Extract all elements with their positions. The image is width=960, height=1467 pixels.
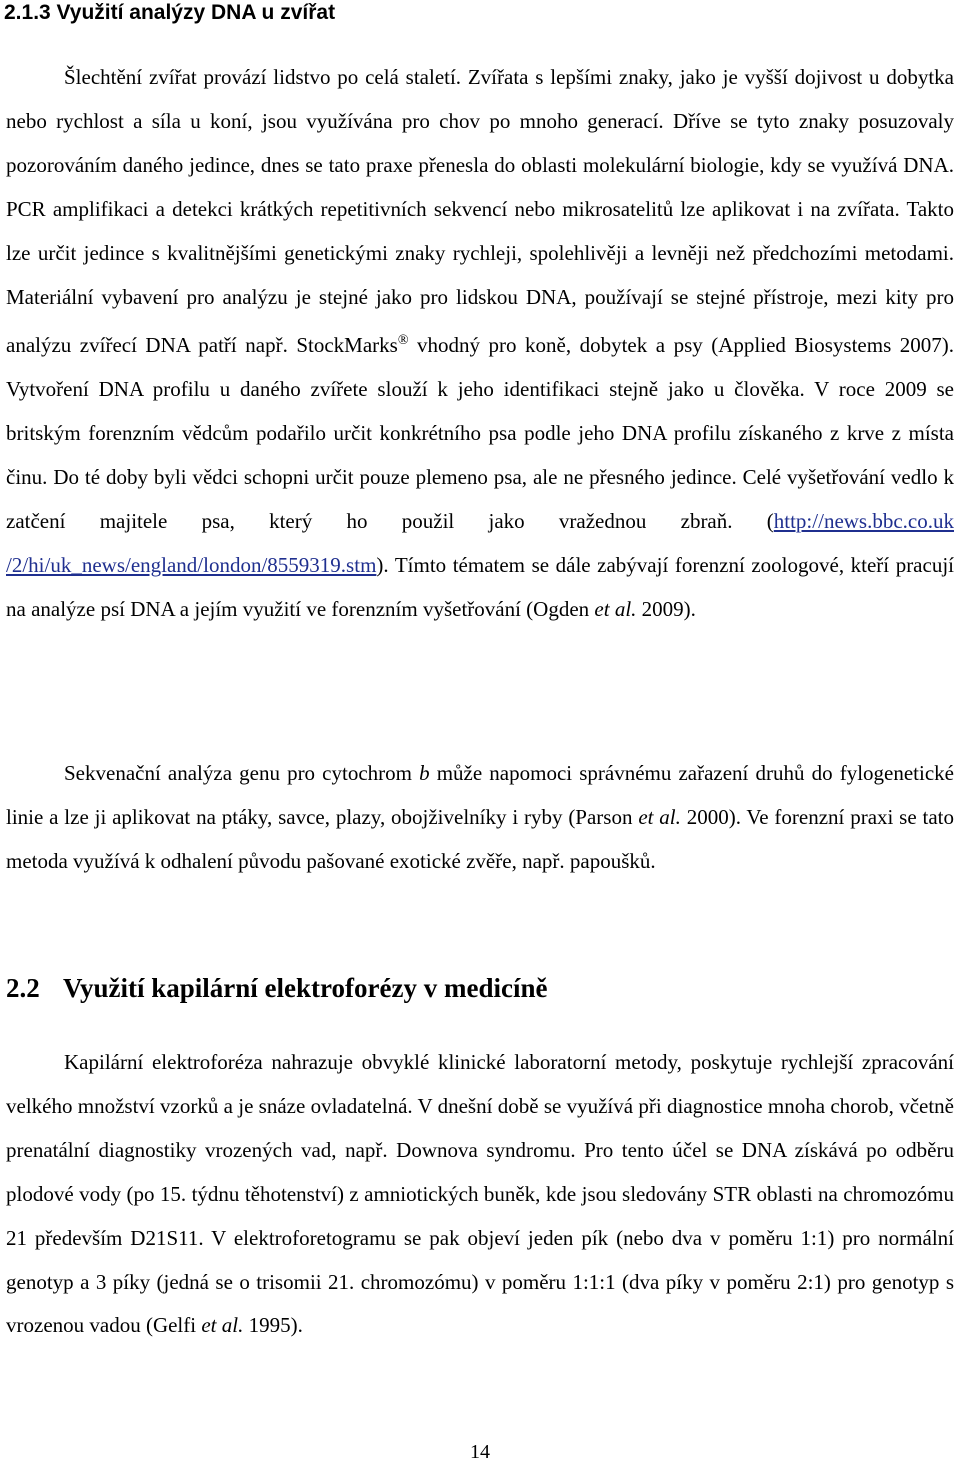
citation-et-al: et al. <box>594 596 637 621</box>
section-heading: 2.1.3 Využití analýzy DNA u zvířat <box>4 1 336 24</box>
paragraph-text: může napomoci správnému zařazení druhů do fylogenetické linie a lze ji aplikovat na ptáky, savce, plazy, obojživelníky i ryby (Parson <box>6 761 954 829</box>
paragraph-text: Sekvenační analýza genu pro cytochrom <box>64 761 420 785</box>
paragraph-electrophoresis <box>6 1041 954 1348</box>
page-number: 14 <box>470 1441 490 1463</box>
paragraph-text: 2009). <box>636 596 696 621</box>
section2-heading <box>6 968 547 1008</box>
paragraph-text: 1995). <box>243 1313 303 1338</box>
paragraph-text: 2000). Ve forenzní praxi se tato metoda využívá k odhalení původu pašované exotické zvěře, např. papoušků. <box>6 804 954 873</box>
registered-mark: ® <box>397 333 409 349</box>
section2-number: 2.2 <box>6 973 40 1003</box>
paragraph-text: vhodný pro koně, dobytek a psy (Applied Biosystems 2007). Vytvoření DNA profilu u daného zvířete slouží k jeho identifikaci stejně jako u člověka. V roce 2009 se britským forenzním vědcům podařilo určit konkrétního psa podle jeho DNA profilu získaného z krve z místa činu. Do té doby byli vědci schopni určit pouze plemeno psa, ale ne přesného jedince. Celé vyšetřování vedlo k zatčení majitele psa, který ho použil jako vražednou zbraň. ( <box>6 333 954 534</box>
section2-title: Využití kapilární elektroforézy v medicíně <box>63 973 548 1003</box>
bbc-news-link[interactable]: http://news.bbc.co.uk /2/hi/uk_news/england/london/8559319.stm <box>6 509 954 577</box>
paragraph-cytochrome <box>6 752 954 884</box>
paragraph-animal-dna <box>6 56 954 632</box>
citation-et-al: et al. <box>201 1313 244 1338</box>
paragraph-text: Kapilární elektroforéza nahrazuje obvyklé klinické laboratorní metody, poskytuje rychlejší zpracování velkého množství vzorků a je snáze ovladatelná. V dnešní době se využívá při diagnostice mnoha chorob, včetně prenatální diagnostiky vrozených vad, např. Downova syndromu. Pro tento účel se DNA získává po odběru plodové vody (po 15. týdnu těhotenství) z amniotických buněk, kde jsou sledovány STR oblasti na chromozómu 21 především D21S11. V elektroforetogramu se pak objeví jeden pík (nebo dva v poměru 1:1) pro normální genotyp a 3 píky (jedná se o trisomii 21. chromozómu) v poměru 1:1:1 (dva píky v poměru 2:1) pro genotyp s vrozenou vadou (Gelfi <box>6 1050 954 1338</box>
gene-name: b <box>419 761 430 785</box>
paragraph-text: Šlechtění zvířat provází lidstvo po celá staletí. Zvířata s lepšími znaky, jako je vyšší dojivost u dobytka nebo rychlost a síla u koní, jsou využívána pro chov po mnoho generací. Dříve se tyto znaky posuzovaly pozorováním daného jedince, dnes se tato praxe přenesla do oblasti molekulární biologie, kdy se využívá DNA. PCR amplifikaci a detekci krátkých repetitivních sekvencí nebo mikrosatelitů lze aplikovat i na zvířata. Takto lze určit jedince s kvalitnějšími genetickými znaky rychleji, spolehlivěji a levněji než předchozími metodami. Materiální vybavení pro analýzu je stejné jako pro lidskou DNA, používají se stejné přístroje, mezi kity pro analýzu zvířecí DNA patří např. StockMarks <box>6 65 954 358</box>
citation-et-al: et al. <box>638 804 681 829</box>
paragraph-text: ). Tímto tématem se dále zabývají forenzní zoologové, kteří pracují na analýze psí DNA a jejím využití ve forenzním vyšetřování (Ogden <box>6 552 954 621</box>
